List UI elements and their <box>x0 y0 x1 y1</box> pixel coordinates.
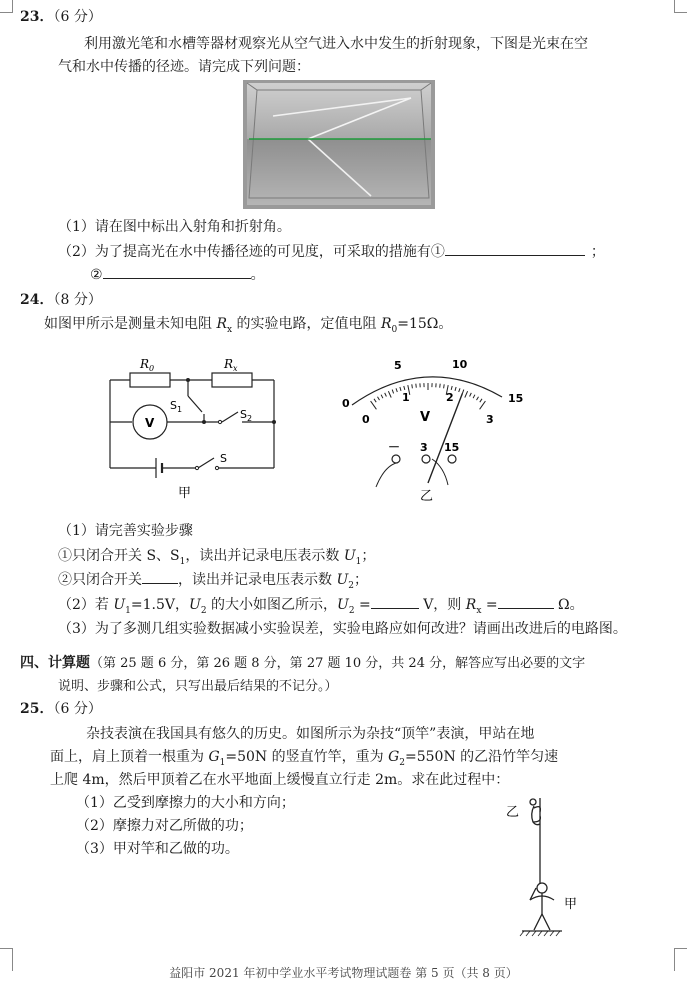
dial-tick <box>465 391 468 397</box>
q23-number: 23． <box>20 9 54 25</box>
dial-tick <box>470 393 472 397</box>
q25-line1: 杂技表演在我国具有悠久的历史。如图所示为杂技“顶竿”表演，甲站在地 <box>86 726 535 742</box>
dial-top-label-10: 10 <box>452 358 468 371</box>
circuit-diagram-jia <box>100 352 290 502</box>
q23-sub2-marker2: ② <box>90 267 103 283</box>
dial-tick <box>462 390 463 394</box>
section4-heading <box>20 652 585 672</box>
dial-bottom-label-0: 0 <box>362 413 370 426</box>
q24-sub2: （2）若 $U_1=1.5V$，$U_2$ 的大小如图乙所示，$U_2 = V$，则 $R_x = \Omega$。 <box>58 594 584 616</box>
dial-scale-arc <box>352 377 502 405</box>
q24-intro: 如图甲所示是测量未知电阻 $R_x$ 的实验电路，定值电阻 $R_0=15\Omega$。 <box>44 316 453 335</box>
q23-sub2-end: ； <box>590 244 605 260</box>
dial-tick <box>444 384 445 388</box>
dial-top-label-5: 5 <box>394 359 402 372</box>
terminal-3-label: 3 <box>420 441 428 454</box>
q23-intro-line1: 利用激光笔和水槽等器材观察光从空气进入水中发生的折射现象，下图是光束在空 <box>84 36 588 52</box>
dial-tick <box>477 397 479 400</box>
terminal-3 <box>422 455 430 463</box>
q25-sub2: （2）摩擦力对乙所做的功； <box>76 818 253 834</box>
dial-tick <box>416 384 417 388</box>
q24-number: 24． <box>20 292 54 308</box>
q25-line3: 上爬 4m，然后甲顶着乙在水平地面上缓慢直立行走 2m。求在此过程中： <box>50 772 510 788</box>
water-tank-photo <box>243 80 435 209</box>
q24-score: （8 分） <box>53 292 102 308</box>
q23-score: （6 分） <box>53 9 102 25</box>
dial-bottom-label-1: 1 <box>402 391 410 404</box>
section4-note: （第 25 题 6 分，第 26 题 8 分，第 27 题 10 分，共 24 分，解答应写出必要的文字 <box>90 656 586 671</box>
resistor-rx <box>212 373 252 387</box>
switch-s2-blade <box>222 412 238 422</box>
terminal-15 <box>448 455 456 463</box>
q24-step2: ②只闭合开关 ，读出并记录电压表示数 $U_2$； <box>58 569 368 591</box>
q25-sub1: （1）乙受到摩擦力的大小和方向； <box>76 795 295 811</box>
dial-tick <box>388 391 391 397</box>
label-s: S <box>220 452 227 465</box>
q23-answer-blank-1[interactable] <box>445 241 585 256</box>
page-footer: 益阳市 2021 年初中学业水平考试物理试题卷 第 5 页（共 8 页） <box>169 966 518 980</box>
switch-s1-blade <box>188 396 202 412</box>
dial-bottom-label-3: 3 <box>486 413 494 426</box>
pole-acrobat-figure <box>500 792 600 942</box>
dial-tick-marks <box>371 383 486 409</box>
dial-tick <box>378 397 380 400</box>
dial-needle <box>428 393 462 483</box>
dial-tick <box>396 388 397 392</box>
person-jia <box>530 883 554 930</box>
tank-water-region <box>247 139 431 205</box>
corner-mark-top-left <box>0 0 13 13</box>
label-yi: 乙 <box>506 805 520 820</box>
dial-tick <box>374 399 376 402</box>
q23-sub2-line2 <box>90 264 265 284</box>
q24-header <box>20 289 102 309</box>
label-jia: 甲 <box>564 897 578 912</box>
q24-rx-blank[interactable] <box>498 594 554 609</box>
dial-tick <box>473 395 475 399</box>
resistor-r0 <box>130 373 170 387</box>
dial-tick <box>381 395 383 399</box>
tank-air-region <box>247 83 431 139</box>
dial-top-label-15: 15 <box>508 392 524 405</box>
terminal-minus-label: － <box>388 440 401 454</box>
dial-tick <box>412 384 413 388</box>
dial-tick <box>459 388 460 392</box>
voltmeter-v-label: V <box>145 416 155 430</box>
q25-score: （6 分） <box>53 701 102 717</box>
q24-switch-blank[interactable] <box>142 569 178 584</box>
q25-header <box>20 698 102 718</box>
label-s1: $S_1$ <box>170 399 183 414</box>
dial-bottom-label-2: 2 <box>446 391 454 404</box>
q23-sub2-line <box>58 241 605 261</box>
dial-tick <box>400 387 401 391</box>
q24-step1: ①只闭合开关 S、$S_1$，读出并记录电压表示数 $U_1$； <box>58 548 376 567</box>
dial-tick <box>392 390 393 394</box>
dial-caption-yi: 乙 <box>420 489 434 504</box>
climber-yi <box>530 799 540 825</box>
label-s2: $S_2$ <box>240 408 253 423</box>
circuit-caption-jia: 甲 <box>178 486 192 501</box>
dial-tick <box>480 399 482 402</box>
dial-unit-v: V <box>420 410 431 425</box>
dial-tick <box>440 384 441 388</box>
dial-tick <box>455 387 456 391</box>
q23-intro-line2: 气和水中传播的径迹。请完成下列问题： <box>58 59 310 75</box>
q25-sub3: （3）甲对竿和乙做的功。 <box>76 841 239 857</box>
label-rx: $R_x$ <box>224 357 238 373</box>
corner-mark-top-right <box>674 0 687 13</box>
q25-number: 25． <box>20 701 54 717</box>
section4-note-line2: 说明、步骤和公式，只写出最后结果的不记分。） <box>58 679 338 694</box>
switch-s-blade <box>198 458 214 468</box>
q23-answer-blank-2[interactable] <box>103 264 251 279</box>
dial-tick <box>451 386 452 390</box>
terminal-minus <box>392 455 400 463</box>
dial-tick <box>371 401 377 409</box>
q24-u2-blank[interactable] <box>371 594 419 609</box>
terminal-15-label: 15 <box>444 441 460 454</box>
q24-sub3: （3）为了多测几组实验数据减小实验误差，实验电路应如何改进？请画出改进后的电路图。 <box>58 621 627 637</box>
q24-sub1: （1）请完善实验步骤 <box>58 523 193 539</box>
dial-tick <box>404 386 405 390</box>
label-r0: $R_0$ <box>140 357 155 373</box>
dial-tick <box>480 401 486 409</box>
q23-sub2-b-end: 。 <box>250 267 265 283</box>
dial-tick <box>385 393 387 397</box>
q23-sub1: （1）请在图中标出入射角和折射角。 <box>58 219 291 235</box>
q23-header <box>20 6 102 26</box>
section4-title: 四、计算题 <box>20 655 90 671</box>
voltmeter-dial-yi <box>340 355 530 505</box>
dial-top-label-0: 0 <box>342 397 350 410</box>
q25-line2: 面上，肩上顶着一根重为 $G_1=50N$ 的竖直竹竿，重为 $G_2=550N$ 的乙沿竹竿匀速 <box>50 749 559 768</box>
q23-sub2-text: （2）为了提高光在水中传播径迹的可见度，可采取的措施有① <box>58 244 445 260</box>
